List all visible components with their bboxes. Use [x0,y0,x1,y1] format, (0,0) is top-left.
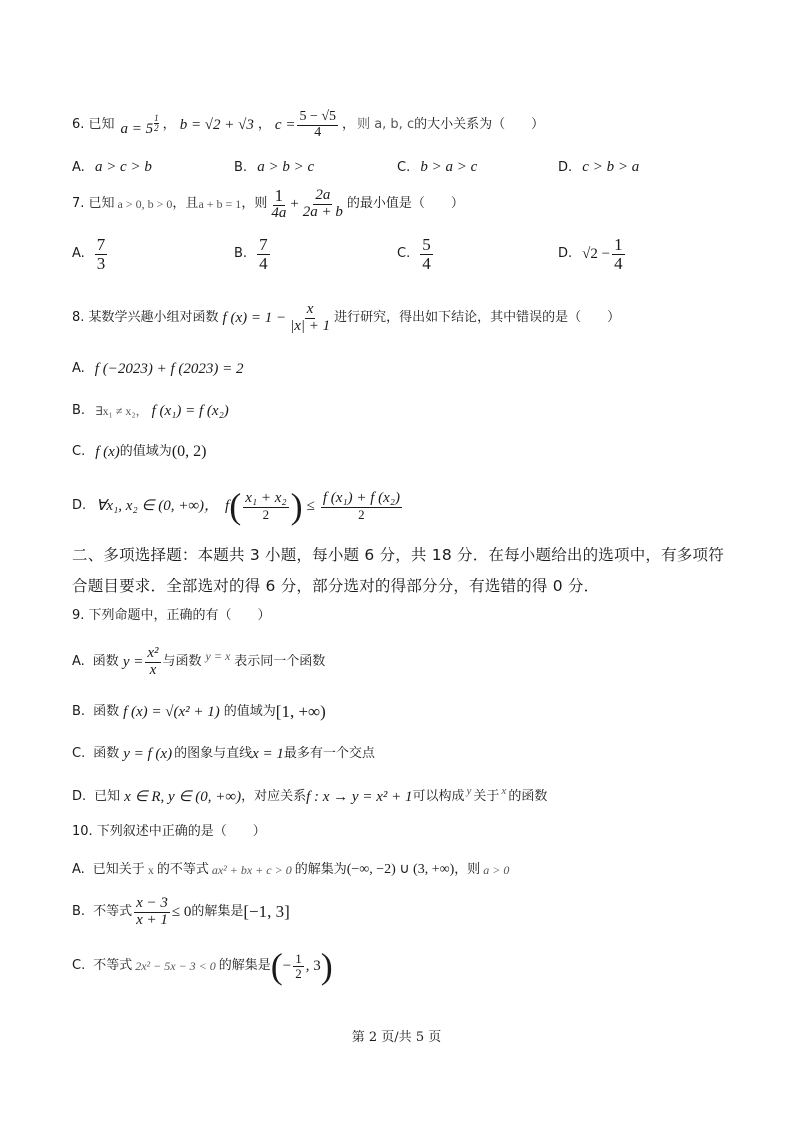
q6-c: c = [274,117,296,133]
q6-a: a = 5 $^{\frac{1}{2}}$ [120,112,159,137]
q7-option-c: C. $\frac{5}{4}$ [397,235,431,273]
page-footer: 第 2 页/共 5 页 [351,1030,442,1045]
q6-b: b = √2 + √3 [179,117,254,133]
q8-option-d: D. ∀x₁, x₂ ∈ (0, +∞)， f ( $\frac{\text{x₁ + x₂}}{2}$ ) ≤ $\frac{\text{f (x₁) + f (x₂)}}{2}$ [72,486,401,526]
q6-option-a: A. a > c > b [72,159,152,175]
section-2-line-2: 合题目要求．全部选对的得 6 分，部分选对的得部分分，有选错的得 0 分． [72,577,600,595]
q9-option-c: C. 函数 y = f (x) 的图象与直线 x = 1 最多有一个交点 [72,746,375,762]
q6-tail: 的大小关系为（ ） [414,117,545,132]
q8-option-c: C. f (x) 的值域为 (0, 2) [72,443,207,460]
q10-option-c: C. 不等式 2x² − 5x − 3 < 0 的解集是 ( − $\frac{1}{2}$ , 3 ) [72,946,333,986]
q10-option-a: A. 已知关于 x 的不等式 ax² + bx + c > 0 的解集为 (−∞, −2) ∪ (3, +∞) ，则 a > 0 [72,862,510,877]
q6-prefix: 6. 已知 [72,117,115,132]
section-2-line-1: 二、多项选择题：本题共 3 小题，每小题 6 分，共 18 分．在每小题给出的选项中，有多项符 [72,546,724,564]
q10-stem: 10. 下列叙述中正确的是（ ） [72,824,266,839]
q6-stem: 6. 已知 a = 5 $^{\frac{1}{2}}$ ， b = √2 + √3 ， c = $\frac{5 - √5}{4}$ ， 则 a, b, c 的大小关系为（ ） [72,108,545,140]
q10-option-b: B. 不等式 $\frac{x - 3}{x + 1}$ ≤ 0 的解集是 [−1, 3] [72,894,290,928]
q7-frac-2: $\frac{2a}{2a + b}$ [302,186,343,220]
q8-frac: $\frac{x}{|x| + 1}$ [290,300,331,334]
q9-option-a: A. 函数 y = $\frac{\text{x²}}{x}$ 与函数 y = x 表示同一个函数 [72,644,326,678]
q6-vars: 则 a, b, c [357,117,415,132]
q6-option-b: B. a > b > c [234,159,315,175]
q7-stem: 7. 已知 a > 0, b > 0 ，且 a + b = 1 ，则 $\frac{1}{4a}$ + $\frac{2a}{2a + b}$ 的最小值是（ ） [72,185,464,221]
q9-option-b: B. 函数 f (x) = √(x² + 1) 的值域为 [1, +∞) [72,702,326,721]
q8-option-b: B. ∃x₁ ≠ x₂， f (x₁) = f (x₂) [72,403,229,419]
q8-option-a: A. f (−2023) + f (2023) = 2 [72,361,244,377]
q7-option-d: D. √2 − $\frac{1}{4}$ [558,235,623,273]
q8-stem: 8. 某数学兴趣小组对函数 f (x) = 1 − $\frac{x}{|x| + 1}$ 进行研究，得出如下结论，其中错误的是（ ） [72,300,621,334]
q6-option-d: D. c > b > a [558,159,640,175]
q6-option-c: C. b > a > c [397,159,478,175]
q7-frac-1: $\frac{1}{4a}$ [271,185,287,221]
q9-option-d: D. 已知 x ∈ R, y ∈ (0, +∞) ，对应关系 f : x → y = x² + 1 可以构成 y 关于 x 的函数 [72,785,548,805]
q6-c-frac: $\frac{5 - √5}{4}$ [299,108,337,140]
q7-option-a: A. $\frac{7}{3}$ [72,235,106,273]
q7-option-b: B. $\frac{7}{4}$ [234,235,268,273]
q9-stem: 9. 下列命题中，正确的有（ ） [72,608,271,623]
